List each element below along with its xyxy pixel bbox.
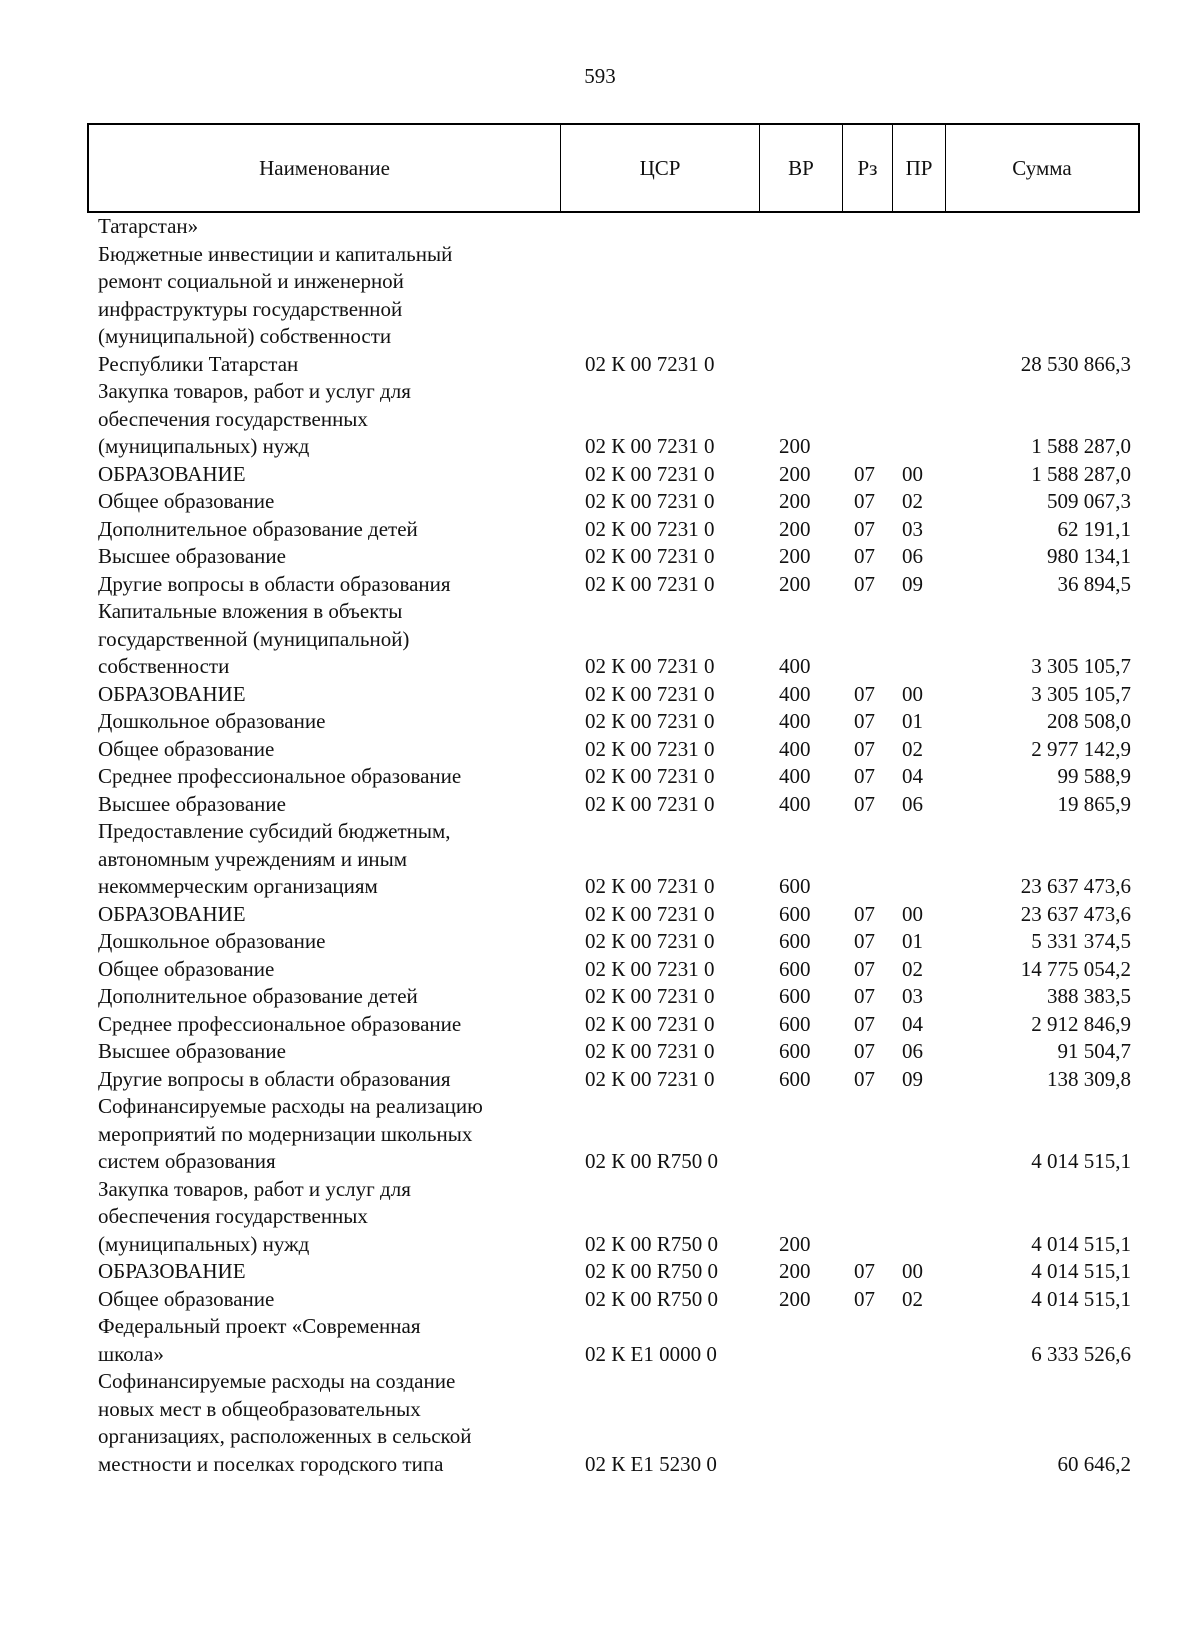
- row-name-line: Софинансируемые расходы на создание: [98, 1369, 456, 1393]
- row-name-line: (муниципальной) собственности: [98, 324, 392, 348]
- row-name: [98, 571, 550, 599]
- row-csr: 02 К 00 R750 0: [585, 1259, 719, 1283]
- row-pr: 01: [902, 929, 923, 953]
- row-csr: 02 К 00 7231 0: [585, 654, 715, 678]
- row-pr: 03: [902, 984, 923, 1008]
- row-name-line: (муниципальных) нужд: [98, 1231, 310, 1256]
- row-pr: 04: [902, 1011, 923, 1036]
- row-rz: 07: [854, 956, 875, 981]
- row-sum: 388 383,5: [1047, 984, 1131, 1008]
- row-vr: 600: [779, 874, 811, 898]
- row-rz: 07: [854, 764, 875, 788]
- table-row: [0, 1258, 1200, 1286]
- row-pr: 04: [902, 764, 923, 788]
- row-csr: 02 К 00 R750 0: [585, 1149, 719, 1173]
- row-sum: 91 504,7: [1057, 1039, 1131, 1063]
- row-sum: 6 333 526,6: [1031, 1341, 1131, 1366]
- row-name-line: Дополнительное образование детей: [98, 516, 418, 541]
- row-vr: 200: [779, 489, 811, 513]
- row-csr: 02 К 00 7231 0: [585, 489, 715, 513]
- row-name-line: обеспечения государственных: [98, 406, 368, 431]
- table-row: [0, 1286, 1200, 1314]
- row-pr: 09: [902, 571, 923, 596]
- row-name-line: Другие вопросы в области образования: [98, 571, 451, 596]
- table-row: [0, 681, 1200, 709]
- row-name-line: мероприятий по модернизации школьных: [98, 1121, 473, 1146]
- row-csr: 02 К 00 7231 0: [585, 709, 715, 733]
- row-rz: 07: [854, 1066, 875, 1091]
- row-vr: 400: [779, 736, 811, 761]
- header-pr: ПР: [893, 125, 946, 211]
- row-name: [98, 378, 550, 461]
- row-rz: 07: [854, 1259, 875, 1283]
- row-sum: 2 912 846,9: [1031, 1011, 1131, 1036]
- row-sum: 980 134,1: [1047, 544, 1131, 568]
- row-name-line: Общее образование: [98, 956, 275, 981]
- table-row: [0, 543, 1200, 571]
- row-name-line: Высшее образование: [98, 544, 286, 568]
- row-name-line: Софинансируемые расходы на реализацию: [98, 1094, 483, 1118]
- table-row: [0, 488, 1200, 516]
- row-rz: 07: [854, 516, 875, 541]
- row-vr: 200: [779, 461, 811, 486]
- row-name-line: государственной (муниципальной): [98, 626, 410, 651]
- row-csr: 02 К 00 7231 0: [585, 901, 715, 926]
- row-pr: 02: [902, 1286, 923, 1311]
- table-row: [0, 516, 1200, 544]
- table-row: [0, 461, 1200, 489]
- row-name-line: автономным учреждениям и иным: [98, 846, 408, 871]
- row-sum: 2 977 142,9: [1031, 736, 1131, 761]
- header-rz: Рз: [843, 125, 893, 211]
- row-pr: 02: [902, 736, 923, 761]
- table-row: [0, 956, 1200, 984]
- table-row: [0, 763, 1200, 791]
- row-name-line: собственности: [98, 654, 230, 678]
- row-vr: 600: [779, 929, 811, 953]
- row-rz: 07: [854, 544, 875, 568]
- row-csr: 02 К 00 7231 0: [585, 681, 715, 706]
- header-sum: Сумма: [1012, 155, 1072, 180]
- row-pr: 00: [902, 901, 923, 926]
- row-csr: 02 К 00 7231 0: [585, 516, 715, 541]
- row-vr: 200: [779, 1259, 811, 1283]
- row-name-line: Бюджетные инвестиции и капитальный: [98, 241, 453, 266]
- row-name-line: обеспечения государственных: [98, 1204, 368, 1228]
- row-rz: 07: [854, 571, 875, 596]
- row-name-line: ОБРАЗОВАНИЕ: [98, 1259, 246, 1283]
- row-csr: 02 К 00 7231 0: [585, 874, 715, 898]
- row-name-line: систем образования: [98, 1149, 276, 1173]
- row-sum: 19 865,9: [1057, 791, 1131, 816]
- row-name-line: местности и поселках городского типа: [98, 1451, 444, 1476]
- table-row: [0, 1038, 1200, 1066]
- table-row: [0, 901, 1200, 929]
- table-row: [0, 708, 1200, 736]
- row-vr: 400: [779, 681, 811, 706]
- table-row: [0, 1176, 1200, 1259]
- row-pr: 03: [902, 516, 923, 541]
- row-name: [98, 1066, 550, 1094]
- row-vr: 600: [779, 1039, 811, 1063]
- row-name-line: организациях, расположенных в сельской: [98, 1424, 472, 1448]
- table-row: [0, 736, 1200, 764]
- row-vr: 200: [779, 434, 811, 458]
- row-sum: 3 305 105,7: [1031, 654, 1131, 678]
- row-sum: 28 530 866,3: [1020, 351, 1131, 376]
- row-name: [98, 956, 550, 984]
- row-csr: 02 К 00 7231 0: [585, 956, 715, 981]
- row-csr: 02 К 00 7231 0: [585, 791, 715, 816]
- row-sum: 509 067,3: [1047, 489, 1131, 513]
- row-csr: 02 К 00 7231 0: [585, 461, 715, 486]
- row-name: [98, 1093, 550, 1176]
- row-vr: 400: [779, 654, 811, 678]
- row-sum: 60 646,2: [1057, 1451, 1131, 1476]
- row-name: [98, 708, 550, 736]
- row-csr: 02 К 00 7231 0: [585, 984, 715, 1008]
- table-row: [0, 1093, 1200, 1176]
- row-pr: 01: [902, 709, 923, 733]
- row-name-line: ОБРАЗОВАНИЕ: [98, 681, 246, 706]
- row-name-line: Высшее образование: [98, 791, 286, 816]
- row-vr: 200: [779, 1286, 811, 1311]
- row-sum: 4 014 515,1: [1031, 1286, 1131, 1311]
- row-name-line: Капитальные вложения в объекты: [98, 599, 403, 623]
- row-name-line: Закупка товаров, работ и услуг для: [98, 1176, 411, 1201]
- row-vr: 600: [779, 901, 811, 926]
- row-vr: 200: [779, 1231, 811, 1256]
- row-sum: 4 014 515,1: [1031, 1149, 1131, 1173]
- row-pr: 02: [902, 489, 923, 513]
- row-name-line: ремонт социальной и инженерной: [98, 269, 404, 293]
- table-row: [0, 571, 1200, 599]
- row-pr: 00: [902, 461, 923, 486]
- row-csr: 02 К Е1 5230 0: [585, 1451, 717, 1476]
- row-name: [98, 791, 550, 819]
- header-name: Наименование: [89, 125, 561, 211]
- table-row: [0, 241, 1200, 379]
- row-rz: 07: [854, 791, 875, 816]
- row-name-line: Федеральный проект «Современная: [98, 1314, 421, 1338]
- row-rz: 07: [854, 1286, 875, 1311]
- row-sum: 1 588 287,0: [1031, 434, 1131, 458]
- row-csr: 02 К 00 7231 0: [585, 1011, 715, 1036]
- row-name-line: Дополнительное образование детей: [98, 984, 418, 1008]
- row-csr: 02 К 00 7231 0: [585, 571, 715, 596]
- row-name-line: инфраструктуры государственной: [98, 296, 403, 321]
- row-name: [98, 543, 550, 571]
- row-name: [98, 1258, 550, 1286]
- row-pr: 00: [902, 681, 923, 706]
- row-name: [98, 928, 550, 956]
- table-row: [0, 1066, 1200, 1094]
- row-name: [98, 1313, 550, 1368]
- row-name: [98, 1176, 550, 1259]
- row-name: [98, 461, 550, 489]
- row-name: [98, 598, 550, 681]
- row-name: [98, 1011, 550, 1039]
- row-vr: 600: [779, 1066, 811, 1091]
- table-row: [0, 1368, 1200, 1478]
- row-name-line: Общее образование: [98, 489, 275, 513]
- row-rz: 07: [854, 681, 875, 706]
- row-pr: 09: [902, 1066, 923, 1091]
- row-name: [98, 763, 550, 791]
- row-pr: 02: [902, 956, 923, 981]
- row-rz: 07: [854, 709, 875, 733]
- table-header: [87, 123, 1140, 213]
- table-row: [0, 378, 1200, 461]
- row-name: [98, 1038, 550, 1066]
- row-csr: 02 К 00 R750 0: [585, 1231, 719, 1256]
- table-body: [0, 213, 1200, 1478]
- row-csr: 02 К 00 7231 0: [585, 764, 715, 788]
- row-csr: 02 К 00 7231 0: [585, 544, 715, 568]
- row-sum: 208 508,0: [1047, 709, 1131, 733]
- row-name-line: ОБРАЗОВАНИЕ: [98, 461, 246, 486]
- row-sum: 62 191,1: [1057, 516, 1131, 541]
- row-name-line: Высшее образование: [98, 1039, 286, 1063]
- row-sum: 5 331 374,5: [1031, 929, 1131, 953]
- row-rz: 07: [854, 1011, 875, 1036]
- row-sum: 14 775 054,2: [1020, 956, 1131, 981]
- row-name: [98, 1286, 550, 1314]
- row-csr: 02 К 00 7231 0: [585, 351, 715, 376]
- table-row: [0, 928, 1200, 956]
- row-sum: 4 014 515,1: [1031, 1231, 1131, 1256]
- row-rz: 07: [854, 984, 875, 1008]
- row-name-line: Общее образование: [98, 736, 275, 761]
- row-pr: 06: [902, 544, 923, 568]
- row-name: [98, 901, 550, 929]
- row-name-line: Татарстан»: [98, 214, 199, 238]
- row-name: [98, 213, 550, 241]
- row-csr: 02 К 00 7231 0: [585, 929, 715, 953]
- row-vr: 400: [779, 791, 811, 816]
- row-name-line: ОБРАЗОВАНИЕ: [98, 901, 246, 926]
- row-sum: 99 588,9: [1057, 764, 1131, 788]
- row-vr: 200: [779, 571, 811, 596]
- row-name-line: Дошкольное образование: [98, 929, 326, 953]
- row-name: [98, 983, 550, 1011]
- row-vr: 600: [779, 984, 811, 1008]
- row-name-line: новых мест в общеобразовательных: [98, 1396, 421, 1421]
- row-vr: 200: [779, 544, 811, 568]
- row-csr: 02 К Е1 0000 0: [585, 1341, 717, 1366]
- row-name-line: (муниципальных) нужд: [98, 434, 310, 458]
- row-csr: 02 К 00 R750 0: [585, 1286, 719, 1311]
- row-pr: 06: [902, 791, 923, 816]
- row-name: [98, 1368, 550, 1478]
- row-pr: 00: [902, 1259, 923, 1283]
- row-vr: 400: [779, 764, 811, 788]
- row-name: [98, 516, 550, 544]
- table-row: [0, 818, 1200, 901]
- table-row: [0, 213, 1200, 241]
- row-csr: 02 К 00 7231 0: [585, 434, 715, 458]
- row-vr: 600: [779, 1011, 811, 1036]
- row-rz: 07: [854, 1039, 875, 1063]
- row-rz: 07: [854, 901, 875, 926]
- row-name-line: Закупка товаров, работ и услуг для: [98, 379, 411, 403]
- row-csr: 02 К 00 7231 0: [585, 1066, 715, 1091]
- table-row: [0, 598, 1200, 681]
- row-name-line: Среднее профессиональное образование: [98, 764, 462, 788]
- row-vr: 600: [779, 956, 811, 981]
- table-row: [0, 1011, 1200, 1039]
- row-pr: 06: [902, 1039, 923, 1063]
- table-row: [0, 791, 1200, 819]
- row-sum: 1 588 287,0: [1031, 461, 1131, 486]
- row-vr: 200: [779, 516, 811, 541]
- page-number: 593: [584, 64, 616, 88]
- row-csr: 02 К 00 7231 0: [585, 1039, 715, 1063]
- row-rz: 07: [854, 736, 875, 761]
- row-name-line: школа»: [98, 1341, 164, 1366]
- row-sum: 23 637 473,6: [1020, 901, 1131, 926]
- header-csr: ЦСР: [561, 125, 760, 211]
- row-name: [98, 488, 550, 516]
- table-row: [0, 983, 1200, 1011]
- row-name: [98, 818, 550, 901]
- row-rz: 07: [854, 929, 875, 953]
- table-row: [0, 1313, 1200, 1368]
- row-name: [98, 241, 550, 379]
- row-name-line: Дошкольное образование: [98, 709, 326, 733]
- row-vr: 400: [779, 709, 811, 733]
- row-rz: 07: [854, 489, 875, 513]
- row-name-line: Другие вопросы в области образования: [98, 1066, 451, 1091]
- row-rz: 07: [854, 461, 875, 486]
- row-sum: 4 014 515,1: [1031, 1259, 1131, 1283]
- row-sum: 138 309,8: [1047, 1066, 1131, 1091]
- row-name-line: Республики Татарстан: [98, 351, 299, 376]
- row-name-line: Предоставление субсидий бюджетным,: [98, 819, 451, 843]
- row-name: [98, 736, 550, 764]
- row-sum: 36 894,5: [1057, 571, 1131, 596]
- row-name-line: Среднее профессиональное образование: [98, 1011, 462, 1036]
- row-csr: 02 К 00 7231 0: [585, 736, 715, 761]
- row-sum: 23 637 473,6: [1020, 874, 1131, 898]
- row-name-line: Общее образование: [98, 1286, 275, 1311]
- row-name: [98, 681, 550, 709]
- header-vr: ВР: [760, 125, 843, 211]
- row-sum: 3 305 105,7: [1031, 681, 1131, 706]
- row-name-line: некоммерческим организациям: [98, 874, 378, 898]
